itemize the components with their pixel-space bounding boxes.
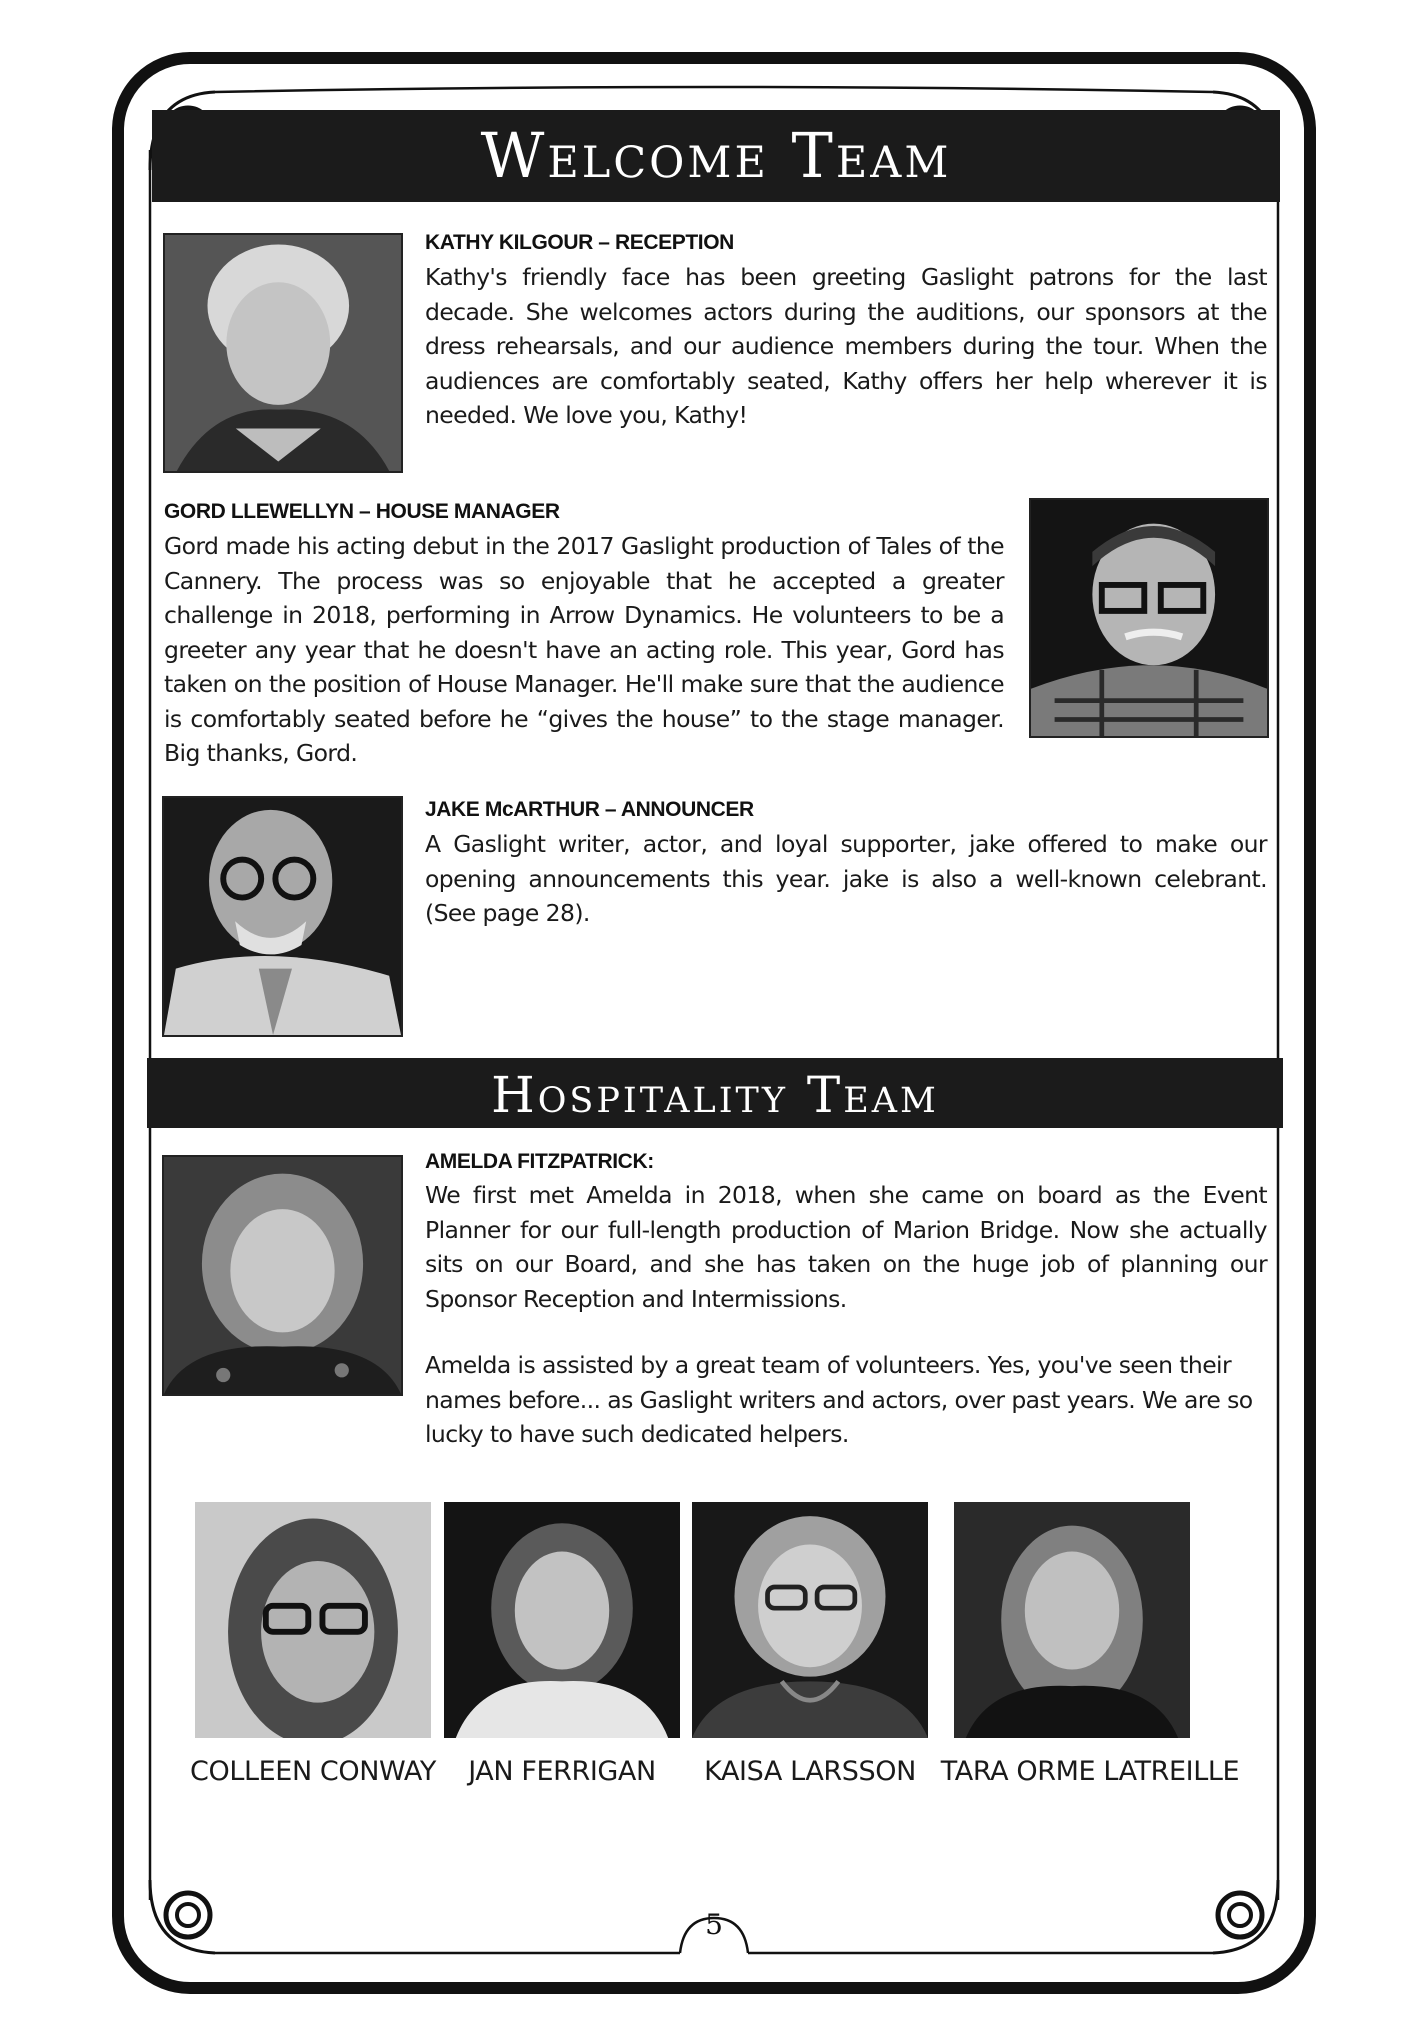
jan-ferrigan-photo: [444, 1502, 680, 1738]
colleen-conway-photo: [195, 1502, 431, 1738]
gord-llewellyn-photo: [1029, 498, 1269, 738]
gord-llewellyn-heading: GORD LLEWELLYN – HOUSE MANAGER: [164, 500, 560, 523]
hospitality-team-banner: [147, 1058, 1283, 1128]
kaisa-larsson-photo: [692, 1502, 928, 1738]
jake-mcarthur-photo: [162, 796, 403, 1037]
kathy-kilgour-photo: [163, 233, 403, 473]
volunteer-name-colleen: COLLEEN CONWAY: [190, 1756, 436, 1787]
kathy-kilgour-heading: KATHY KILGOUR – RECEPTION: [425, 231, 734, 254]
page-number: 5: [705, 1908, 723, 1941]
welcome-team-banner: [152, 110, 1280, 202]
jake-mcarthur-bio: A Gaslight writer, actor, and loyal supporter, jake offered to make our opening announcements this year. jake is also a well-known celebrant. (See page 28).: [425, 830, 1267, 927]
corner-ornament-bl: [150, 1880, 215, 1953]
amelda-fitzpatrick-photo: [162, 1155, 403, 1396]
kathy-kilgour-bio: Kathy's friendly face has been greeting Gaslight patrons for the last decade. She welcomes actors during the auditions, our sponsors at the dress rehearsals, and our audience members during the tour. When the audiences are comfortably seated, Kathy offers her help wherever it is needed. We love you, Kathy!: [425, 263, 1267, 429]
volunteer-name-jan: JAN FERRIGAN: [468, 1756, 656, 1787]
amelda-fitzpatrick-bio: We first met Amelda in 2018, when she came on board as the Event Planner for our full-length production of Marion Bridge. Now she actually sits on our Board, and she has taken on the huge job of planning our Sponsor Reception and Intermissions.: [425, 1181, 1267, 1313]
jake-mcarthur-heading: JAKE McARTHUR – ANNOUNCER: [425, 798, 754, 821]
amelda-fitzpatrick-heading: AMELDA FITZPATRICK:: [425, 1150, 654, 1173]
volunteer-name-tara: TARA ORME LATREILLE: [940, 1756, 1240, 1787]
hospitality-volunteers-text: Amelda is assisted by a great team of volunteers. Yes, you've seen their names before... as Gaslight writers and actors, over past years. We are so lucky to have such dedicated helpers.: [425, 1351, 1253, 1448]
gord-llewellyn-bio: Gord made his acting debut in the 2017 Gaslight production of Tales of the Cannery. The process was so enjoyable that he accepted a greater challenge in 2018, performing in Arrow Dynamics. He volunteers to be a greeter any year that he doesn't have an acting role. This year, Gord has taken on the position of House Manager. He'll make sure that the audience is comfortably seated before he “gives the house” to the stage manager. Big thanks, Gord.: [164, 532, 1004, 767]
hospitality-team-title: Hospitality Team: [491, 1066, 939, 1124]
volunteer-name-kaisa: KAISA LARSSON: [704, 1756, 916, 1787]
tara-orme-latreille-photo: [954, 1502, 1190, 1738]
welcome-team-title: Welcome Team: [480, 119, 952, 192]
corner-ornament-br: [1213, 1880, 1278, 1953]
